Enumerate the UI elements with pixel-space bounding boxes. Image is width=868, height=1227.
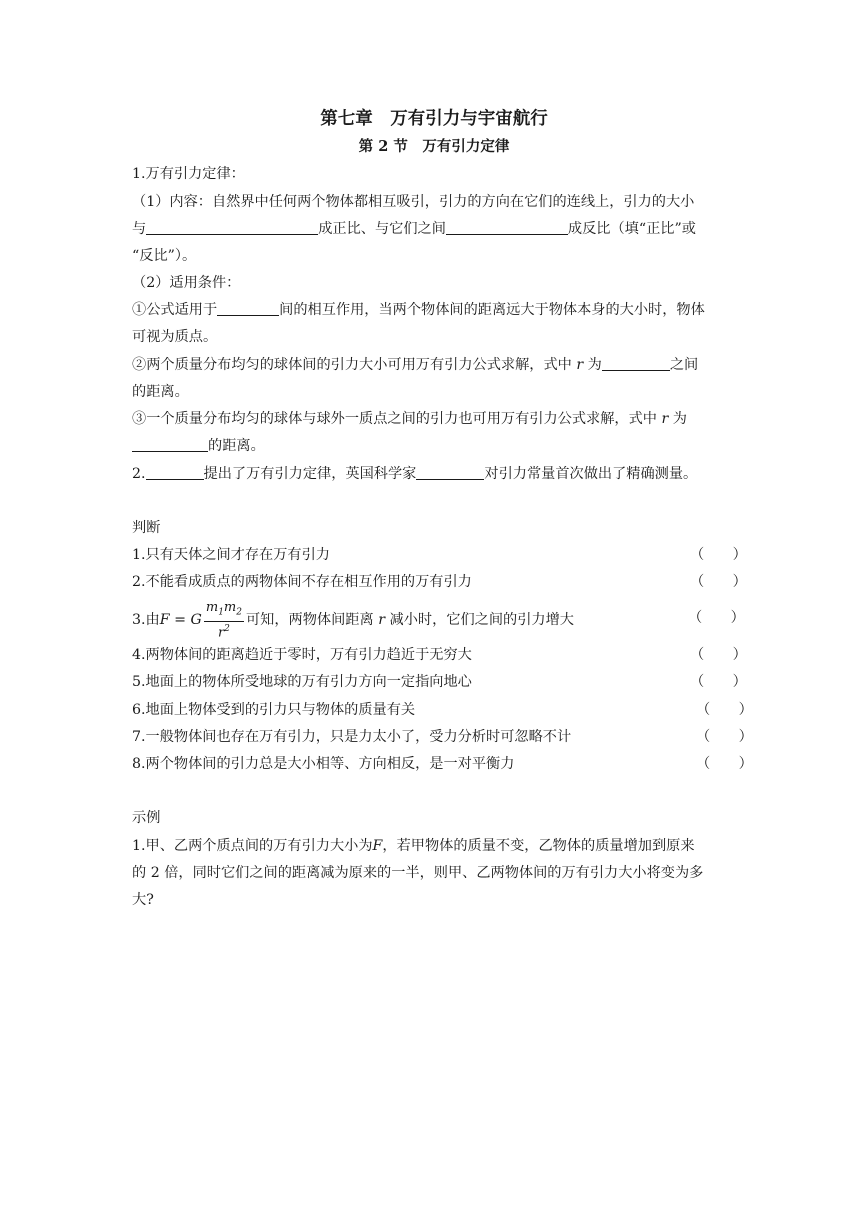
answer-parens[interactable]: （ ） xyxy=(690,647,747,663)
text: 与 xyxy=(132,221,147,237)
text: 之间 xyxy=(669,357,699,373)
formula-G: G xyxy=(190,611,202,628)
condition-1-cont: 可视为质点。 xyxy=(132,329,218,345)
conditions-heading: （2）适用条件： xyxy=(132,275,241,291)
fill-blank[interactable] xyxy=(446,220,568,235)
fill-blank[interactable] xyxy=(146,465,204,480)
text: 间的相互作用，当两个物体间的距离远大于物体本身的大小时，物体 xyxy=(279,302,705,318)
text: 1.甲、乙两个质点间的万有引力大小为 xyxy=(132,838,373,854)
condition-2-cont: 的距离。 xyxy=(132,384,189,400)
judge-item: 2.不能看成质点的两物体间不存在相互作用的万有引力 xyxy=(132,574,472,590)
var-F: F xyxy=(372,838,383,854)
text: ，若甲物体的质量不变，乙物体的质量增加到原来 xyxy=(382,838,695,854)
text: ③一个质量分布均匀的球体与球外一质点之间的引力也可用万有引力公式求解，式中 xyxy=(132,411,657,427)
text: 减小时，它们之间的引力增大 xyxy=(389,611,574,628)
answer-parens[interactable]: （ ） xyxy=(690,547,747,563)
fill-blank[interactable] xyxy=(416,465,484,480)
example-heading: 示例 xyxy=(132,810,161,826)
condition-1 xyxy=(132,300,738,320)
formula-F: F xyxy=(159,611,170,628)
answer-parens[interactable]: （ ） xyxy=(688,610,745,626)
text: 2. xyxy=(132,466,146,482)
judge-item: 6.地面上物体受到的引力只与物体的质量有关 xyxy=(132,702,416,718)
example-line-2: 的 2 倍，同时它们之间的距离减为原来的一半，则甲、乙两物体间的万有引力大小将变为多 xyxy=(132,865,704,881)
text: ②两个质量分布均匀的球体间的引力大小可用万有引力公式求解，式中 xyxy=(132,357,572,373)
var-r: r xyxy=(378,611,385,628)
text: 为 xyxy=(587,357,602,373)
law-heading: 1.万有引力定律： xyxy=(132,166,245,182)
example-line-1 xyxy=(132,836,738,856)
judge-item: 1.只有天体之间才存在万有引力 xyxy=(132,547,330,563)
chapter-title: 第七章 万有引力与宇宙航行 xyxy=(320,109,548,129)
judge-item: 4.两物体间的距离趋近于零时，万有引力趋近于无穷大 xyxy=(132,647,472,663)
fill-blank[interactable] xyxy=(217,301,279,316)
section-title: 第 2 节 万有引力定律 xyxy=(358,138,510,155)
content-line-1: （1）内容：自然界中任何两个物体都相互吸引，引力的方向在它们的连线上，引力的大小 xyxy=(132,194,695,210)
condition-3-cont xyxy=(132,436,738,456)
gravity-formula-fraction: $\frac{m_1m_2}{r^2}$ xyxy=(205,600,242,640)
formula-eq: = xyxy=(169,611,191,628)
example-line-3: 大? xyxy=(132,892,154,908)
answer-parens[interactable]: （ ） xyxy=(696,729,753,745)
var-r: r xyxy=(576,357,584,373)
text: ①公式适用于 xyxy=(132,302,218,318)
text: 3.由 xyxy=(132,611,160,628)
question-2 xyxy=(132,464,738,484)
fill-blank[interactable] xyxy=(146,220,318,235)
text: 成正比、与它们之间 xyxy=(318,221,446,237)
text: 为 xyxy=(672,411,687,427)
answer-parens[interactable]: （ ） xyxy=(696,702,753,718)
judge-heading: 判断 xyxy=(132,520,161,536)
content-line-3: “反比”）。 xyxy=(132,248,197,264)
fill-blank[interactable] xyxy=(132,437,208,452)
answer-parens[interactable]: （ ） xyxy=(690,574,747,590)
text: 的距离。 xyxy=(208,438,265,454)
text: 提出了万有引力定律，英国科学家 xyxy=(203,466,417,482)
text: 成反比（填“正比”或 xyxy=(567,221,696,237)
judge-item: 5.地面上的物体所受地球的万有引力方向一定指向地心 xyxy=(132,674,472,690)
answer-parens[interactable]: （ ） xyxy=(696,756,753,772)
fill-blank[interactable] xyxy=(602,356,670,371)
var-r: r xyxy=(661,411,669,427)
content-line-2 xyxy=(132,219,738,239)
judge-item: 7.一般物体间也存在万有引力，只是力太小了，受力分析时可忽略不计 xyxy=(132,729,572,745)
text: 可知，两物体间距离 xyxy=(245,611,374,628)
judge-item: 8.两个物体间的引力总是大小相等、方向相反，是一对平衡力 xyxy=(132,756,515,772)
answer-parens[interactable]: （ ） xyxy=(690,674,747,690)
condition-3 xyxy=(132,409,738,429)
condition-2 xyxy=(132,355,738,375)
text: 对引力常量首次做出了精确测量。 xyxy=(484,466,698,482)
judge-item xyxy=(132,600,738,640)
